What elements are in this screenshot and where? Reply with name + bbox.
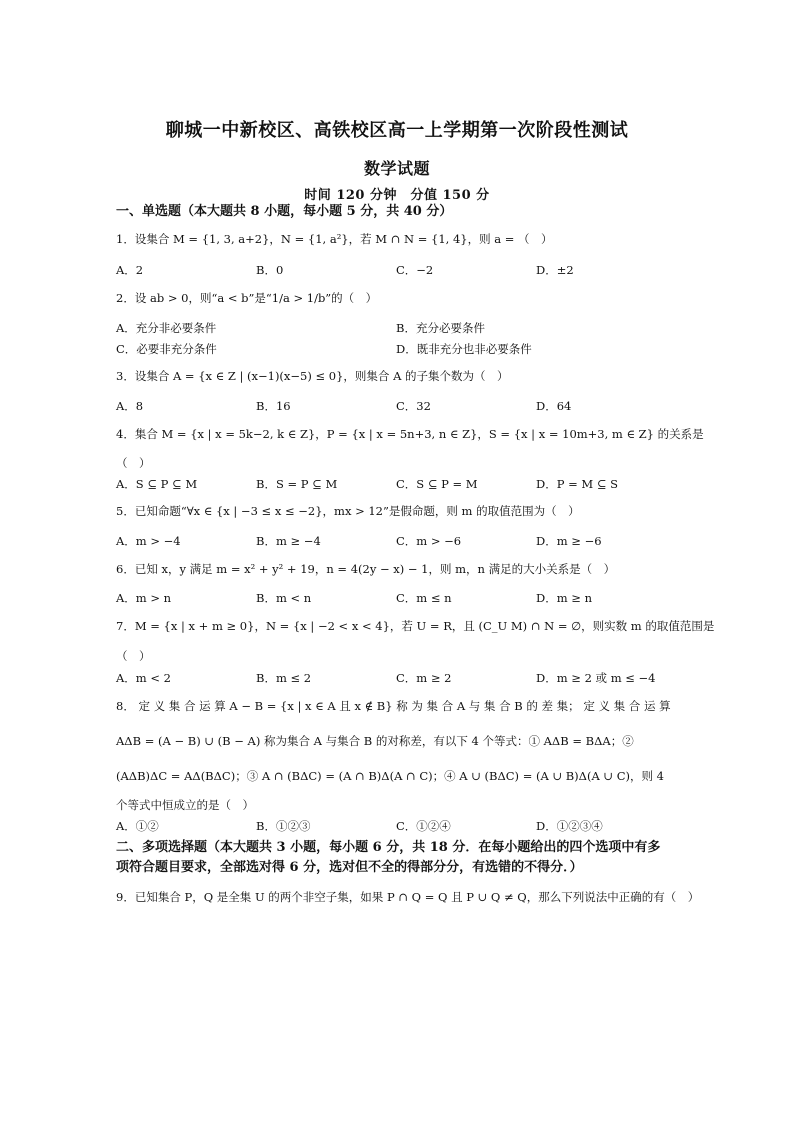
question-7-stem: 7．M = {x | x + m ≥ 0}，N = {x | −2 < x < 4}，若 U = R，且 (C_U M) ∩ N = ∅，则实数 m 的取值范围是 [116,619,715,633]
question-1-option-d: D．±2 [536,263,574,277]
question-3-option-b: B．16 [256,399,291,413]
question-8-stem-line3: (AΔB)ΔC = AΔ(BΔC)；③ A ∩ (BΔC) = (A ∩ B)Δ(A ∩ C)；④ A ∪ (BΔC) = (A ∪ B)Δ(A ∪ C)，则 4 [116,769,664,783]
section-multi-choice: 二、多项选择题（本大题共 3 小题，每小题 6 分，共 18 分．在每小题给出的四个选项中有多 [116,840,661,855]
question-7-stem-cont: （ ） [116,649,151,663]
question-6-option-a: A．m > n [116,591,172,605]
question-2-option-b: B．充分必要条件 [396,321,485,335]
question-7-option-d: D．m ≥ 2 或 m ≤ −4 [536,671,656,685]
question-2-option-d: D．既非充分也非必要条件 [396,342,532,356]
question-1-option-a: A．2 [116,263,144,277]
exam-meta: 时间 120 分钟 分值 150 分 [304,188,490,203]
question-9-stem: 9．已知集合 P，Q 是全集 U 的两个非空子集，如果 P ∩ Q = Q 且 P ∪ Q ≠ Q，那么下列说法中正确的有（ ） [116,890,700,904]
exam-subtitle: 数学试题 [363,159,430,178]
question-2-options-row1 [116,320,686,336]
question-2-option-a: A．充分非必要条件 [116,321,217,335]
section-single-choice: 一、单选题（本大题共 8 小题，每小题 5 分，共 40 分） [116,204,453,219]
question-7-options [116,670,686,686]
question-8-stem-line4: 个等式中恒成立的是（ ） [116,798,254,812]
question-8-stem-line2: AΔB = (A − B) ∪ (B − A) 称为集合 A 与集合 B 的对称差，有以下 4 个等式：① AΔB = BΔA；② [116,734,634,748]
question-5-option-d: D．m ≥ −6 [536,534,602,548]
question-4-option-a: A．S ⊆ P ⊆ M [116,477,198,491]
question-6-options [116,590,686,606]
question-6-option-b: B．m < n [256,591,312,605]
question-6-stem: 6．已知 x，y 满足 m = x² + y² + 19，n = 4(2y − x) − 1，则 m，n 满足的大小关系是（ ） [116,562,616,576]
question-2-options-row2 [116,341,686,357]
question-1-options [116,262,686,278]
exam-title: 聊城一中新校区、高铁校区高一上学期第一次阶段性测试 [165,120,629,141]
question-3-stem: 3．设集合 A = {x ∈ Z | (x−1)(x−5) ≤ 0}，则集合 A 的子集个数为（ ） [116,369,509,383]
question-5-stem: 5．已知命题“∀x ∈ {x | −3 ≤ x ≤ −2}，mx > 12”是假命题，则 m 的取值范围为（ ） [116,504,580,518]
question-3-option-c: C．32 [396,399,431,413]
section-multi-choice-cont: 项符合题目要求，全部选对得 6 分，选对但不全的得部分分，有选错的不得分．） [116,860,583,875]
question-5-option-b: B．m ≥ −4 [256,534,321,548]
question-1-stem: 1．设集合 M = {1, 3, a+2}，N = {1, a²}，若 M ∩ N = {1, 4}，则 a = （ ） [116,232,553,246]
question-5-options [116,533,686,549]
question-3-option-d: D．64 [536,399,572,413]
question-8-stem: 8． 定 义 集 合 运 算 A − B = {x | x ∈ A 且 x ∉ B} 称 为 集 合 A 与 集 合 B 的 差 集； 定 义 集 合 运 算 [116,699,671,713]
question-6-option-d: D．m ≥ n [536,591,592,605]
question-8-option-a: A．①② [116,819,159,833]
question-7-option-c: C．m ≥ 2 [396,671,452,685]
question-2-stem: 2．设 ab > 0，则“a < b”是“1/a > 1/b”的（ ） [116,291,378,305]
question-7-option-b: B．m ≤ 2 [256,671,312,685]
question-5-option-c: C．m > −6 [396,534,462,548]
question-8-options [116,818,686,834]
question-4-options [116,476,686,492]
question-8-option-d: D．①②③④ [536,819,603,833]
question-4-stem: 4．集合 M = {x | x = 5k−2, k ∈ Z}，P = {x | x = 5n+3, n ∈ Z}，S = {x | x = 10m+3, m ∈ Z} 的关系是 [116,427,704,441]
question-7-option-a: A．m < 2 [116,671,171,685]
question-4-option-b: B．S = P ⊆ M [256,477,338,491]
question-6-option-c: C．m ≤ n [396,591,452,605]
question-1-option-c: C．−2 [396,263,434,277]
question-1-option-b: B．0 [256,263,284,277]
question-2-option-c: C．必要非充分条件 [116,342,217,356]
question-4-option-c: C．S ⊆ P = M [396,477,478,491]
question-8-option-c: C．①②④ [396,819,451,833]
question-4-option-d: D．P = M ⊆ S [536,477,619,491]
question-5-option-a: A．m > −4 [116,534,181,548]
question-3-options [116,398,686,414]
question-3-option-a: A．8 [116,399,144,413]
question-4-stem-cont: （ ） [116,456,151,470]
question-8-option-b: B．①②③ [256,819,311,833]
